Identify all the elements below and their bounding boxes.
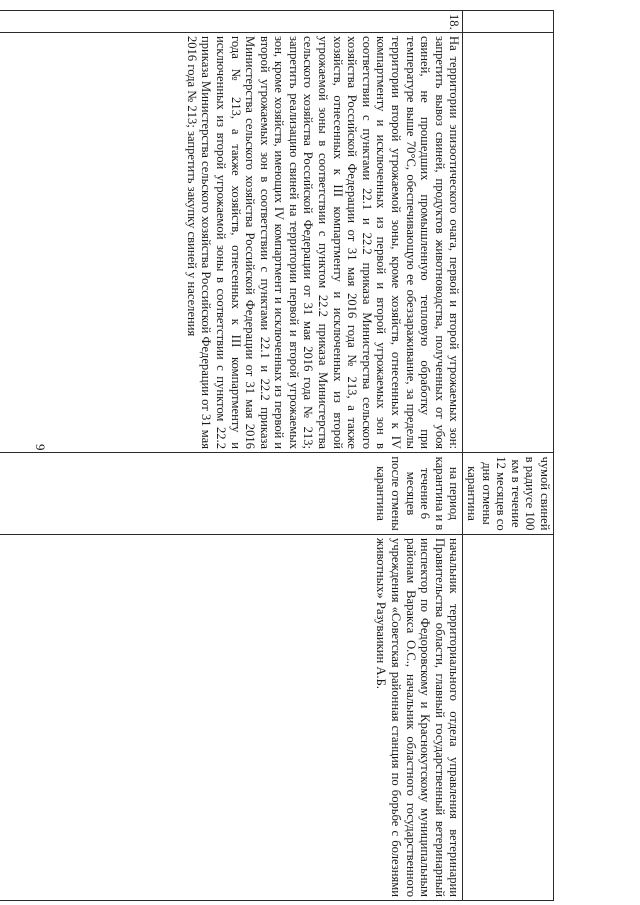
table-row-18 (0, 11, 463, 901)
cell-responsible: начальник территориального отдела управления ветеринарии Правительства области, главный государственный ветеринарный инспектор по Федоровскому и Краснокутскому муниципальным районам Варакса О.С., начальник областного государственного учреждения «Советская районная станция по борьбе с болезнями животных» Разуваикин А.Б. (0, 535, 463, 901)
cell-number-empty (463, 11, 554, 33)
measures-table (0, 10, 554, 901)
cell-measure-empty (463, 33, 554, 453)
page-number: 9 (33, 444, 48, 451)
table-row-continuation (463, 11, 554, 901)
cell-responsible-empty (463, 535, 554, 901)
cell-term: на период карантина и в течение 6 месяцев после отмены карантина (0, 453, 463, 535)
cell-number: 18. (0, 11, 463, 33)
cell-measure-text: На территории эпизоотического очага, первой и второй угрожаемых зон: запретить вывоз свиней, продуктов животноводства, полученных от убоя свиней, не прошедших промышленную тепловую обработку при температуре выше 70°С, обеспечивающую ее обеззараживание, за пределы территории второй угрожаемой зоны, кроме хозяйств, отнесенных к IV компартменту и исключенных из первой и второй угрожаемых зон в соответствии с пунктами 22.1 и 22.2 приказа Министерства сельского хозяйства Российской Федерации от 31 мая 2016 года № 213, а также хозяйств, отнесенных к III компартменту и исключенных из второй угрожаемой зоны в соответствии с пунктом 22.2 приказа Министерства сельского хозяйства Российской Федерации от 31 мая 2016 года № 213; запретить реализацию свиней на территории первой и второй угрожаемых зон, кроме хозяйств, имеющих IV компартмент и исключенных из первой и второй угрожаемых зон в соответствии с пунктами 22.1 и 22.2 приказа Министерства сельского хозяйства Российской Федерации от 31 мая 2016 года № 213, а также хозяйств, отнесенных к III компартменту и исключенных из второй угрожаемой зоны в соответствии с пунктом 22.2 приказа Министерства сельского хозяйства Российской Федерации от 31 мая 2016 года № 213; запретить закупку свиней у населения (0, 33, 463, 453)
cell-term-continuation: чумой свиней в радиусе 100 км в течение 12 месяцев со дня отмены карантина (463, 453, 554, 535)
